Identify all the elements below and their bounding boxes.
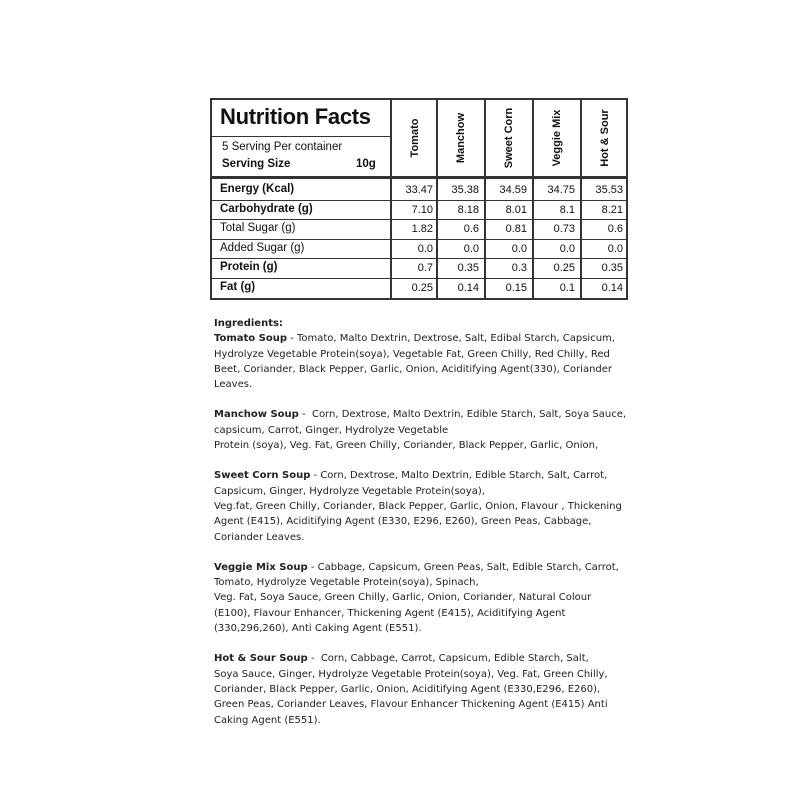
table-cell: 33.47 [405, 184, 433, 196]
column-header [391, 100, 439, 176]
ingredient-text: - Corn, Cabbage, Carrot, Capsicum, Edible Starch, Salt, [307, 653, 589, 665]
table-cell: 0.73 [553, 223, 575, 235]
ingredient-line [214, 560, 624, 575]
table-cell: 0.14 [457, 281, 479, 294]
row-divider [212, 258, 626, 259]
table-cell: 0.0 [559, 242, 575, 255]
table-cell: 0.25 [553, 262, 575, 274]
table-cell: 0.15 [505, 281, 527, 294]
ingredient-text: - Corn, Dextrose, Malto Dextrin, Edible Starch, Salt, Carrot, [310, 470, 608, 482]
ingredient-line: Soya Sauce, Ginger, Hydrolyze Vegetable Protein(soya), Veg. Fat, Green Chilly, [214, 668, 608, 680]
table-cell: 0.25 [411, 281, 433, 294]
ingredient-line: capsicum, Carrot, Ginger, Hydrolyze Vegetable [214, 424, 449, 436]
row-divider [212, 239, 626, 240]
ingredient-block [214, 651, 624, 727]
row-label: Energy (Kcal) [220, 183, 295, 195]
soup-name: Sweet Corn Soup [214, 470, 311, 482]
serving-size-value: 10g [356, 158, 376, 170]
table-cell: 0.14 [601, 281, 623, 294]
table-cell: 35.53 [595, 184, 623, 196]
ingredient-line: Hydrolyze Vegetable Protein(soya), Vegetable Fat, Green Chilly, Red Chilly, Red [214, 348, 610, 360]
row-label: Added Sugar (g) [220, 241, 305, 254]
ingredient-text: - Cabbage, Capsicum, Green Peas, Salt, Edible Starch, Carrot, [307, 561, 619, 573]
serving-size-label: Serving Size [222, 158, 291, 170]
soup-name: Tomato Soup [214, 333, 288, 345]
ingredient-line: Protein (soya), Veg. Fat, Green Chilly, Coriander, Black Pepper, Garlic, Onion, [214, 440, 599, 452]
soup-name: Manchow Soup [214, 409, 299, 421]
ingredients-section [214, 316, 627, 743]
table-cell: 0.81 [505, 223, 527, 235]
ingredient-line: Agent (E415), Aciditifying Agent (E330, E296, E260), Green Peas, Cabbage, [214, 516, 592, 528]
table-cell: 0.1 [559, 281, 575, 294]
row-label: Fat (g) [220, 280, 256, 293]
table-cell: 35.38 [451, 184, 479, 196]
row-divider [212, 278, 626, 279]
row-divider [212, 200, 626, 201]
ingredient-text: - Corn, Dextrose, Malto Dextrin, Edible Starch, Salt, Soya Sauce, [298, 409, 627, 421]
ingredient-line: Coriander Leaves. [214, 531, 305, 543]
ingredient-line: Veg. Fat, Soya Sauce, Green Chilly, Garlic, Onion, Coriander, Natural Colour [214, 592, 592, 604]
column-header-label: Sweet Corn [503, 107, 515, 169]
table-cell: 34.75 [547, 184, 575, 196]
soup-name: Veggie Mix Soup [214, 561, 308, 573]
ingredient-line [214, 651, 624, 666]
table-cell: 0.3 [511, 262, 527, 274]
ingredient-block [214, 560, 624, 636]
ingredient-line: Tomato, Hydrolyze Vegetable Protein(soya), Spinach, [214, 577, 479, 589]
ingredient-line: Capsicum, Ginger, Hydrolyze Vegetable Protein(soya), [214, 485, 485, 497]
ingredient-block [214, 468, 624, 544]
ingredient-block [214, 331, 624, 392]
table-cell: 0.35 [457, 262, 479, 274]
row-label: Protein (g) [220, 261, 278, 273]
title-divider [212, 136, 390, 137]
table-cell: 7.10 [411, 203, 433, 216]
ingredient-line: Leaves. [214, 379, 253, 391]
column-header-label: Manchow [455, 112, 467, 164]
table-cell: 34.59 [499, 184, 527, 196]
ingredient-line [214, 407, 627, 422]
table-cell: 0.6 [463, 223, 479, 235]
nutrition-facts-table [210, 98, 628, 300]
ingredient-line: Green Peas, Coriander Leaves, Flavour Enhancer Thickening Agent (E415) Anti [214, 699, 608, 711]
table-cell: 0.0 [417, 242, 433, 255]
table-cell: 0.6 [607, 223, 623, 235]
table-cell: 8.21 [601, 203, 623, 216]
ingredient-line: (E100), Flavour Enhancer, Thickening Agent (E415), Aciditifying Agent [214, 607, 566, 619]
ingredient-line: Caking Agent (E551). [214, 714, 321, 726]
ingredient-line: Coriander, Black Pepper, Garlic, Onion, Aciditifying Agent (E330,E296, E260), [214, 683, 601, 695]
ingredient-line: (330,296,260), Anti Caking Agent (E551). [214, 623, 422, 635]
table-cell: 0.0 [511, 242, 527, 255]
row-label: Total Sugar (g) [220, 222, 296, 234]
column-header-label: Hot & Sour [599, 109, 611, 167]
soup-name: Hot & Sour Soup [214, 653, 308, 665]
column-header-label: Tomato [409, 118, 421, 158]
column-header [485, 100, 533, 176]
table-cell: 0.0 [607, 242, 623, 255]
table-cell: 8.18 [457, 203, 479, 216]
table-cell: 8.1 [559, 203, 575, 216]
ingredient-block [214, 407, 627, 453]
ingredients-title: Ingredients: [214, 318, 283, 329]
table-cell: 0.0 [463, 242, 479, 255]
column-header [533, 100, 581, 176]
column-header [437, 100, 485, 176]
table-cell: 1.82 [411, 223, 433, 235]
ingredient-text: - Tomato, Malto Dextrin, Dextrose, Salt, Edibal Starch, Capsicum, [287, 333, 615, 345]
column-header-label: Veggie Mix [551, 109, 563, 167]
table-cell: 8.01 [505, 203, 527, 216]
row-label: Carbohydrate (g) [220, 202, 313, 215]
header-divider [212, 176, 626, 179]
column-header [581, 100, 629, 176]
table-cell: 0.35 [601, 262, 623, 274]
ingredient-line: Veg.fat, Green Chilly, Coriander, Black Pepper, Garlic, Onion, Flavour , Thickening [214, 500, 622, 512]
servings-per-container: 5 Serving Per container [222, 141, 343, 153]
ingredient-line: Beet, Coriander, Black Pepper, Garlic, Onion, Aciditifying Agent(330), Coriander [214, 363, 613, 375]
table-cell: 0.7 [417, 262, 433, 274]
ingredient-line [214, 331, 624, 346]
ingredient-line [214, 468, 624, 483]
table-title: Nutrition Facts [220, 104, 371, 129]
row-divider [212, 219, 626, 220]
